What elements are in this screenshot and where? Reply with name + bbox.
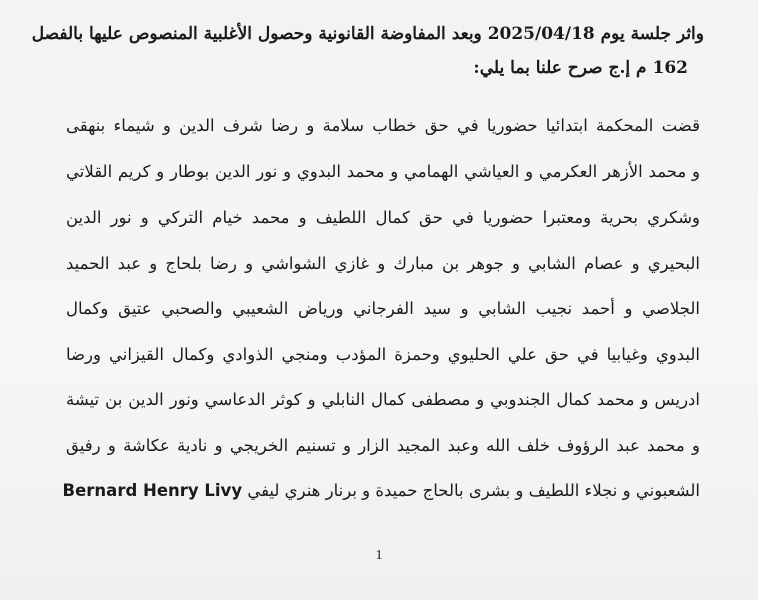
- heading-line-1: واثر جلسة يوم 2025/04/18 وبعد المفاوضة القانونية وحصول الأغلبية المنصوص عليها بالفصل: [31, 24, 704, 44]
- body-line-9: [62, 479, 700, 503]
- last-line-arabic: الشعبوني و نجلاء اللطيف و بشرى بالحاج حميدة و برنار هنري ليفي: [247, 481, 700, 500]
- page-number: 1: [375, 548, 383, 563]
- last-line-latin-name: Bernard Henry Livy: [62, 481, 243, 500]
- heading-line-2: 162 م إ.ج صرح علنا بما يلي:: [473, 58, 688, 78]
- body-line-7: ادريس و محمد كمال الجندوبي و مصطفى كمال النابلي و كوثر الدعاسي ونور الدين بن تيشة: [66, 390, 700, 409]
- body-line-2: و محمد الأزهر العكرمي و العياشي الهمامي و محمد البدوي و نور الدين بوطار و كريم القلاتي: [66, 162, 700, 181]
- body-line-8: و محمد عبد الرؤوف خلف الله وعبد المجيد الزار و تسنيم الخريجي و نادية عكاشة و رفيق: [66, 436, 700, 455]
- body-line-3: وشكري بحرية ومعتبرا حضوريا في حق كمال اللطيف و محمد خيام التركي و نور الدين: [66, 208, 700, 227]
- body-line-4: البحيري و عصام الشابي و جوهر بن مبارك و غازي الشواشي و رضا بلحاج و عبد الحميد: [66, 254, 700, 273]
- body-line-1: قضت المحكمة ابتدائيا حضوريا في حق خطاب سلامة و رضا شرف الدين و شيماء بنهقى: [66, 116, 700, 135]
- body-line-6: البدوي وغيابيا في حق علي الحليوي وحمزة المؤدب ومنجي الذوادي وكمال القيزاني ورضا: [66, 345, 700, 364]
- body-line-5: الجلاصي و أحمد نجيب الشابي و سيد الفرجاني ورياض الشعيبي والصحبي عتيق وكمال: [66, 299, 700, 318]
